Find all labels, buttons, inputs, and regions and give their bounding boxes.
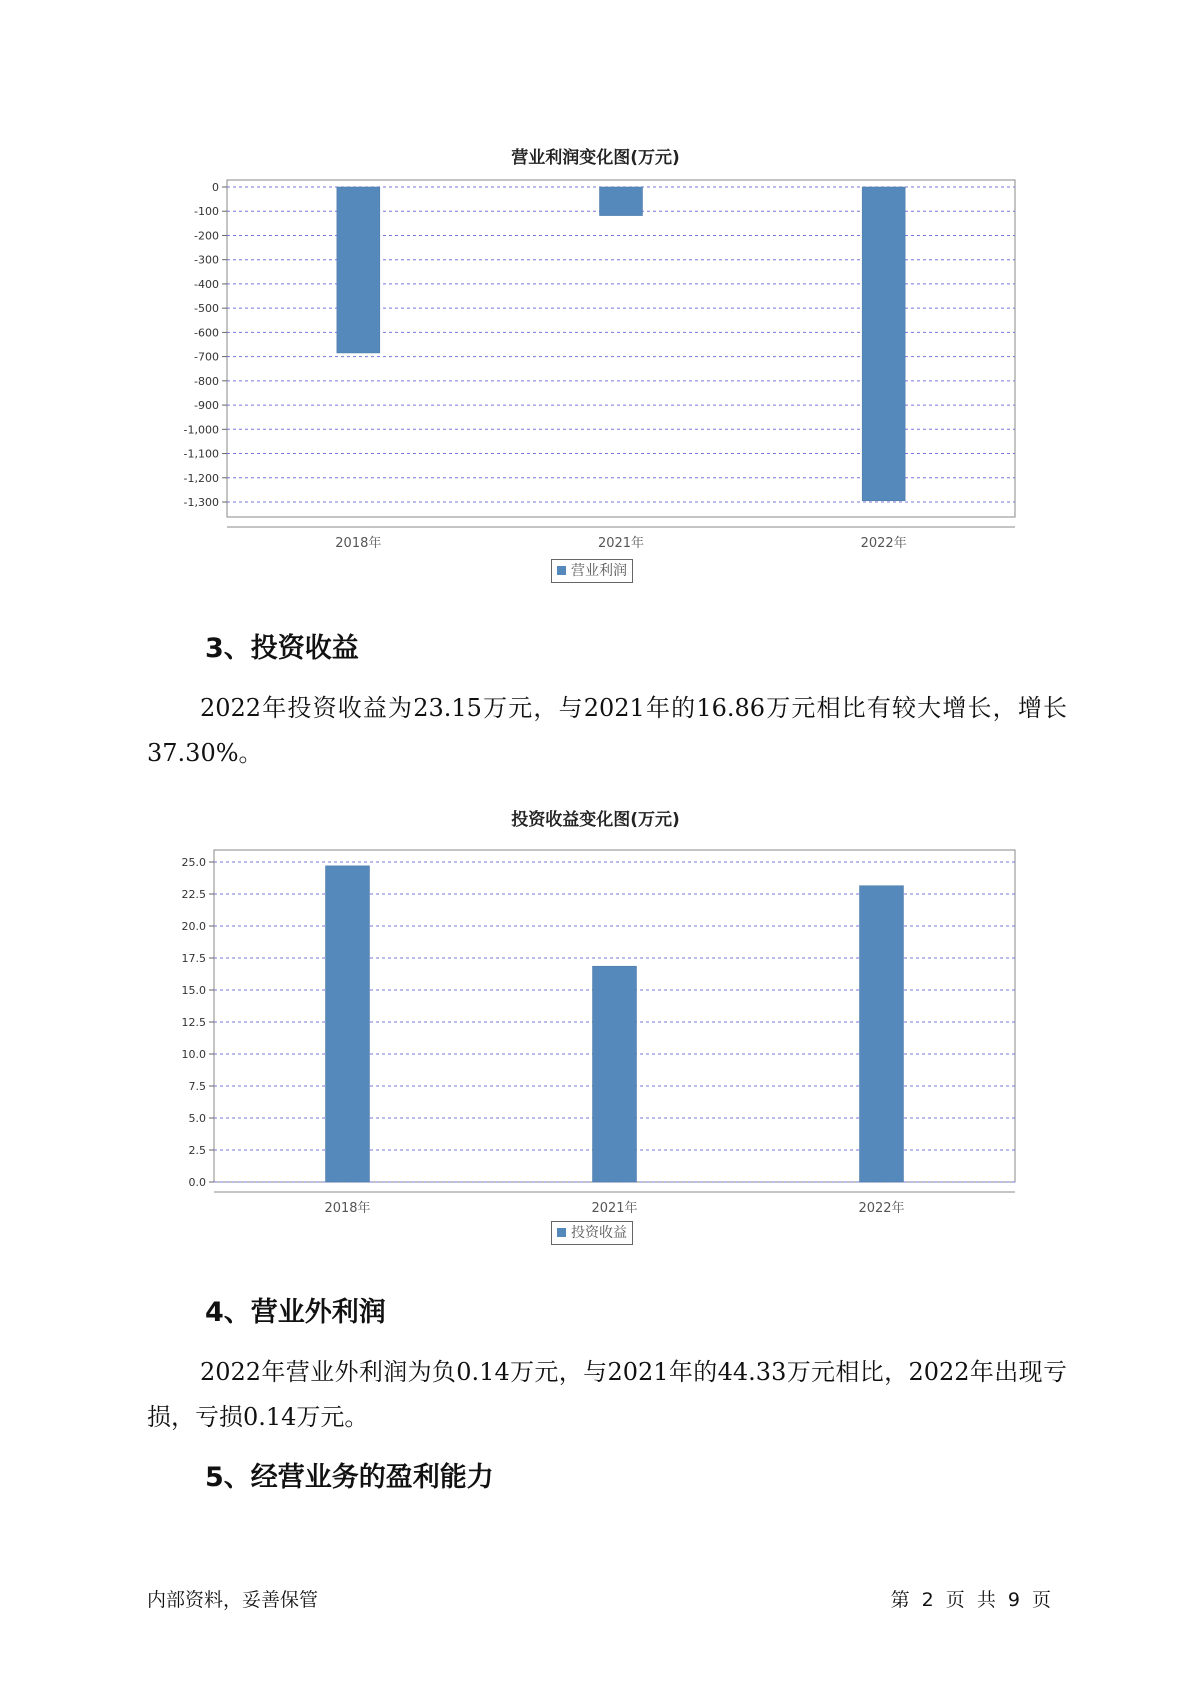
x-tick-label: 2022年 xyxy=(860,536,907,551)
y-tick-label: 22.5 xyxy=(181,888,206,901)
y-tick-label: 12.5 xyxy=(181,1016,206,1029)
y-tick-label: 15.0 xyxy=(181,984,206,997)
y-tick-label: -1,300 xyxy=(183,496,219,509)
legend-swatch xyxy=(557,1228,566,1237)
y-tick-label: 7.5 xyxy=(188,1080,206,1093)
y-tick-label: 5.0 xyxy=(188,1112,206,1125)
y-tick-label: -700 xyxy=(194,350,219,364)
x-tick-label: 2018年 xyxy=(335,536,382,551)
bar xyxy=(326,866,370,1182)
footer-confidential: 内部资料，妥善保管 xyxy=(147,1589,319,1611)
chart2-legend xyxy=(551,1221,633,1245)
bar xyxy=(337,187,380,353)
chart2-title: 投资收益变化图(万元) xyxy=(511,810,680,830)
investment-income-chart xyxy=(0,840,1191,1220)
bar xyxy=(860,886,904,1182)
y-tick-label: 2.5 xyxy=(188,1144,206,1157)
y-tick-label: 0 xyxy=(212,181,219,194)
x-tick-label: 2022年 xyxy=(858,1201,905,1216)
y-tick-label: -900 xyxy=(194,399,219,413)
section3-heading: 3、投资收益 xyxy=(205,633,359,664)
section3-paragraph: 2022年投资收益为23.15万元，与2021年的16.86万元相比有较大增长，增长37.30%。 xyxy=(147,694,1067,767)
y-tick-label: -500 xyxy=(194,302,219,316)
operating-profit-chart xyxy=(0,170,1191,551)
legend-swatch xyxy=(557,566,566,575)
y-tick-label: 0.0 xyxy=(188,1176,206,1189)
y-tick-label: 20.0 xyxy=(181,920,206,933)
y-tick-label: 17.5 xyxy=(181,952,206,965)
y-tick-label: -1,200 xyxy=(183,471,219,485)
y-tick-label: -100 xyxy=(194,205,219,219)
section4-paragraph: 2022年营业外利润为负0.14万元，与2021年的44.33万元相比，2022年出现亏损，亏损0.14万元。 xyxy=(147,1358,1067,1431)
y-tick-label: -300 xyxy=(194,253,219,267)
bar xyxy=(862,187,905,501)
bar xyxy=(600,187,643,216)
chart2-legend-label: 投资收益 xyxy=(571,1225,627,1241)
y-tick-label: 25.0 xyxy=(181,856,206,869)
y-tick-label: -400 xyxy=(194,277,219,291)
section5-heading: 5、经营业务的盈利能力 xyxy=(205,1462,494,1493)
y-tick-label: -200 xyxy=(194,229,219,243)
section4-heading: 4、营业外利润 xyxy=(205,1297,386,1328)
x-tick-label: 2018年 xyxy=(324,1201,371,1216)
y-tick-label: -1,100 xyxy=(183,447,219,461)
y-tick-label: -1,000 xyxy=(183,423,219,437)
footer-page-number: 第 2 页 共 9 页 xyxy=(890,1589,1051,1611)
chart1-legend-label: 营业利润 xyxy=(571,563,627,579)
y-tick-label: -800 xyxy=(194,374,219,388)
x-tick-label: 2021年 xyxy=(591,1201,638,1216)
chart1-legend xyxy=(551,559,633,583)
chart1-title: 营业利润变化图(万元) xyxy=(511,148,680,168)
bar xyxy=(593,966,637,1182)
y-tick-label: 10.0 xyxy=(181,1048,206,1061)
y-tick-label: -600 xyxy=(194,326,219,340)
x-tick-label: 2021年 xyxy=(597,536,645,551)
